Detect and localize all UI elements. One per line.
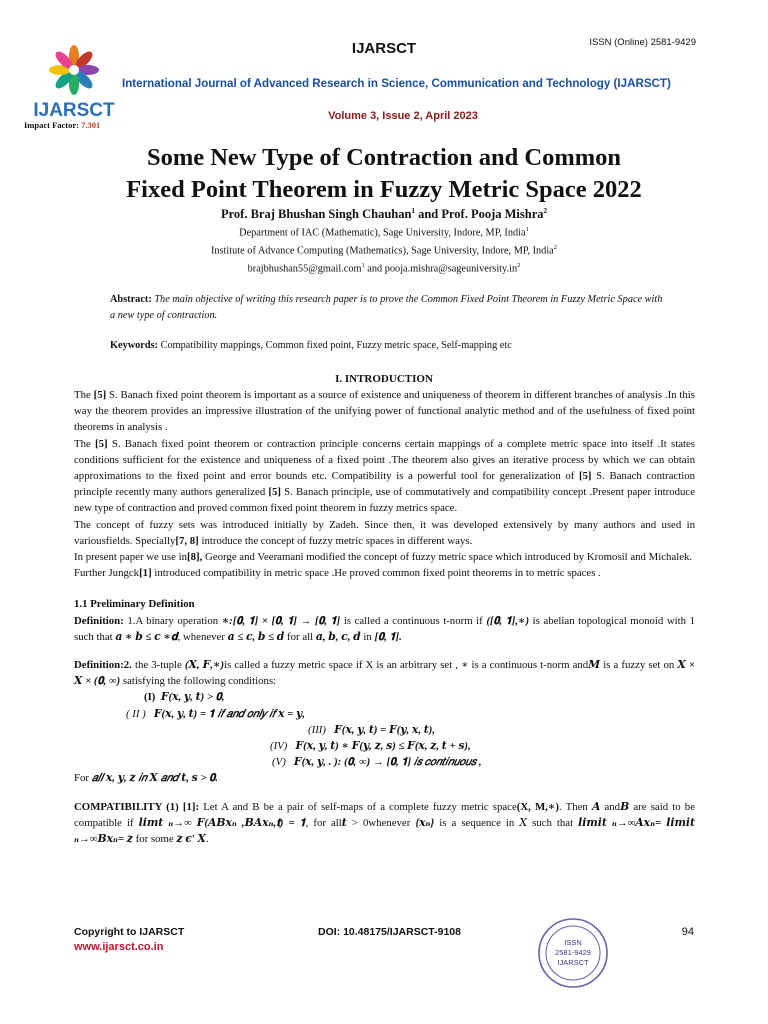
- compat-t8: such that: [527, 816, 579, 829]
- condition-3-label: (III): [308, 723, 326, 736]
- p3-text-a: The concept of fuzzy sets was introduced initially by Zadeh. Since then, it was developed extensively by many authors and used in variousfields. Specially: [74, 518, 695, 547]
- title-line-2: Fixed Point Theorem in Fuzzy Metric Space 2022: [126, 176, 642, 203]
- forall-t1: For: [74, 772, 92, 785]
- paragraph-4: [74, 549, 695, 565]
- condition-2-label: ( II ): [126, 707, 146, 720]
- impact-label: Impact Factor:: [24, 120, 79, 130]
- p2-text-c: S. Banach contraction principle recently many authors generalized: [74, 470, 695, 499]
- def2-m3: 𝑿 × 𝑿 × (𝟎, ∞): [74, 659, 695, 688]
- condition-4: [74, 738, 695, 754]
- compat-t7: is a sequence in: [434, 816, 520, 829]
- condition-4-expr: 𝑭(𝒙, 𝒚, 𝒕) ∗ 𝑭(𝒚, 𝒛, 𝒔) ≤ 𝑭(𝒙, 𝒛, 𝒕 + 𝒔),: [295, 740, 471, 753]
- def2-m1: (𝑿, 𝑭,∗): [184, 659, 225, 672]
- condition-3: [74, 722, 695, 738]
- citation-1: [1]: [139, 567, 152, 580]
- keywords-text: Compatibility mappings, Common fixed point, Fuzzy metric space, Self-mapping etc: [160, 340, 512, 351]
- paragraph-1: [74, 387, 695, 436]
- p5-text-a: Further Jungck: [74, 567, 140, 580]
- definition-2: [74, 657, 695, 689]
- condition-2: [74, 706, 695, 722]
- condition-5: [74, 754, 695, 770]
- author-1: Prof. Braj Bhushan Singh Chauhan: [220, 207, 412, 222]
- def1-t2: is called a continuous t-norm if: [340, 614, 487, 627]
- p2-text-b: S. Banach fixed point theorem or contraction principle concerns certain mappings of a complete metric space into itself .It states conditions sufficient for the existence and uniqueness of a fixed point .The theorem also gives an iterative process by which we can obtain approximations to the fixed point and error bounds etc. Compatibility is a powerful tool for generalization of: [74, 437, 695, 483]
- condition-5-label: (V): [272, 756, 286, 769]
- def1-m4: 𝒂 ≤ 𝒄, 𝒃 ≤ 𝒅: [227, 630, 285, 643]
- affiliation-1: [0, 226, 768, 238]
- p2-text-d: S. Banach principle, use of commutatively and compatibility concept .Present paper introduce new type of contraction and proved common fixed point theorem in fuzzy metrics space.: [74, 486, 695, 515]
- compat-m1: (X, M,∗): [516, 800, 559, 813]
- citation-5: [5]: [93, 389, 107, 401]
- def2-t2: is called a fuzzy metric space if X is an arbitrary set , ∗ is a continuous t-norm and: [224, 659, 589, 672]
- author-2: Prof. Pooja Mishra: [441, 207, 544, 222]
- p1-text-a: The: [74, 389, 94, 401]
- condition-1: [74, 689, 695, 705]
- paragraph-2: [74, 436, 695, 517]
- compat-m7: 𝑋: [519, 816, 528, 829]
- journal-short-name: IJARSCT: [351, 40, 417, 57]
- def1-m1: ∗:[𝟎, 𝟏] × [𝟎, 𝟏] → [𝟎, 𝟏]: [221, 614, 341, 627]
- author-1-sup: 1: [411, 207, 415, 215]
- compat-m9: 𝒛 𝝐′ 𝑿: [176, 833, 206, 846]
- page-number: 94: [681, 926, 694, 938]
- volume-issue: Volume 3, Issue 2, April 2023: [328, 110, 478, 122]
- citation-5: [5]: [95, 437, 108, 450]
- def1-t5: for all: [284, 630, 316, 643]
- condition-2-expr: 𝑭(𝒙, 𝒚, 𝒕) = 𝟏 𝑖𝑓 𝑎𝑛𝑑 𝑜𝑛𝑙𝑦 𝑖𝑓 𝒙 = 𝒚,: [153, 707, 305, 720]
- forall-line: [74, 770, 695, 786]
- citation-7-8: [7, 8]: [175, 534, 199, 547]
- p3-text-b: introduce the concept of fuzzy metric spaces in different ways.: [198, 534, 473, 547]
- def1-m2: ([𝟎, 𝟏],∗): [486, 614, 530, 627]
- email-1-sup: 1: [361, 262, 365, 269]
- compat-m4: 𝒍𝒊𝒎𝒕 ₙ→∞ 𝑭(𝑨𝑩𝒙ₙ ,𝑩𝑨𝒙ₙ,𝐭) = 𝟏: [138, 816, 306, 829]
- compatibility-definition: [74, 799, 695, 848]
- def1-label: Definition:: [74, 614, 128, 627]
- issn-label: ISSN (Online) 2581-9429: [589, 37, 696, 48]
- email-2-sup: 2: [517, 262, 521, 269]
- condition-3-expr: 𝑭(𝒙, 𝒚, 𝒕) = 𝑭(𝒚, 𝒙, 𝒕),: [334, 723, 436, 736]
- compat-t3: and: [600, 800, 621, 813]
- affiliation-1-sup: 1: [525, 226, 529, 233]
- compat-t5: , for all: [305, 816, 342, 829]
- def1-m3: 𝒂 ∗ 𝒃 ≤ 𝒄 ∗𝐝: [115, 630, 178, 643]
- abstract: [110, 292, 670, 324]
- author-emails: [0, 262, 768, 274]
- citation-5: [5]: [268, 486, 281, 499]
- p5-text-b: introduced compatibility in metric space .He proved common fixed point theorems in to metric spaces .: [151, 567, 601, 580]
- citation-8: [8],: [187, 551, 203, 564]
- compat-t9: for some: [132, 833, 177, 846]
- impact-factor: [24, 120, 100, 130]
- compat-label: COMPATIBILITY (1) [1]:: [74, 800, 200, 813]
- affiliation-1-text: Department of IAC (Mathematic), Sage University, Indore, MP, India: [239, 227, 526, 239]
- paragraph-5: [74, 565, 695, 581]
- condition-4-label: (IV): [270, 740, 288, 753]
- logo-text: IJARSCT: [33, 100, 115, 121]
- citation-5: [5]: [578, 470, 592, 483]
- compat-t2: . Then: [558, 800, 592, 813]
- p4-text-a: In present paper we use in: [74, 551, 188, 564]
- def2-label: Definition:2.: [74, 659, 132, 672]
- def1-t4: , whenever: [177, 630, 228, 643]
- email-and: and: [364, 263, 385, 275]
- author-and: and: [414, 207, 442, 222]
- author-2-sup: 2: [543, 207, 548, 215]
- compat-t4: are said to be compatible if: [74, 800, 695, 829]
- subsection-heading: 1.1 Preliminary Definition: [74, 598, 195, 611]
- def1-t6: in: [360, 630, 375, 643]
- p2-text-a: The: [74, 437, 96, 450]
- forall-m1: 𝑎𝑙𝑙 𝒙, 𝒚, 𝒛 𝑖𝑛 𝑿 𝑎𝑛𝑑 𝒕, 𝒔 > 𝟎.: [91, 772, 218, 785]
- footer-copyright: Copyright to IJARSCT: [74, 926, 185, 938]
- compat-t10: .: [205, 833, 209, 846]
- condition-1-label: (I): [144, 691, 156, 704]
- footer-website-link[interactable]: www.ijarsct.co.in: [74, 941, 164, 953]
- keywords: [110, 340, 670, 351]
- paper-title: [60, 142, 708, 206]
- def1-t3: is abelian topological monoid with 1 such that: [74, 614, 696, 643]
- p1-text-b: S. Banach fixed point theorem is important as a source of existence and uniqueness of theorem in different branches of analysis .In this way the theorem provides an impressive illustration of the unifying power of functional analytic method and of the usefulness of fixed point theorems in analysis .: [74, 389, 695, 434]
- email-2[interactable]: pooja.mishra@sageuniversity.in: [384, 263, 518, 275]
- impact-value: 7.301: [81, 120, 101, 130]
- affiliation-2: [0, 244, 768, 256]
- stamp-line-1: ISSN: [564, 938, 582, 947]
- compat-m3: 𝑩: [620, 800, 630, 813]
- definition-1: [74, 613, 695, 645]
- section-heading: I. INTRODUCTION: [335, 373, 433, 385]
- compat-m5: 𝒕: [341, 816, 347, 829]
- abstract-text: The main objective of writing this research paper is to prove the Common Fixed Point Theorem in Fuzzy Metric Space with a new type of contraction.: [110, 294, 663, 321]
- def2-m2: 𝑴: [588, 659, 601, 672]
- title-line-1: Some New Type of Contraction and Common: [146, 144, 622, 171]
- stamp-line-2: 2581-9429: [555, 948, 591, 957]
- condition-5-expr: 𝑭(𝒙, 𝒚, . ): (𝟎, ∞) → [𝟎, 𝟏] 𝑖𝑠 𝑐𝑜𝑛𝑡𝑖𝑛𝑢𝑜𝑢𝑠 ,: [293, 756, 482, 769]
- compat-m6: {𝒙ₙ}: [415, 816, 435, 829]
- issn-stamp: [536, 916, 610, 990]
- def2-t3: is a fuzzy set on: [600, 659, 678, 672]
- compat-t1: Let A and B be a pair of self-maps of a complete fuzzy metric space: [199, 800, 517, 813]
- abstract-label: Abstract:: [110, 294, 152, 305]
- journal-full-name: International Journal of Advanced Research in Science, Communication and Technology (IJARSCT): [122, 77, 671, 90]
- compat-m2: 𝑨: [591, 800, 601, 813]
- p4-text-b: George and Veeramani modified the concept of fuzzy metric space which introduced by Kromosil and Michalek.: [202, 551, 693, 564]
- def2-t1: the 3-tuple: [131, 659, 185, 672]
- footer-doi[interactable]: DOI: 10.48175/IJARSCT-9108: [318, 926, 461, 938]
- def1-m6: [𝟎, 𝟏].: [374, 630, 402, 643]
- author-line: [0, 207, 768, 222]
- email-1[interactable]: brajbhushan55@gmail.com: [247, 263, 362, 275]
- compat-m8: 𝒍𝒊𝒎𝒊𝒕 ₙ→∞𝑨𝒙ₙ= 𝒍𝒊𝒎𝒊𝒕 ₙ→∞𝑩𝒙ₙ= 𝒛: [74, 816, 695, 846]
- compat-t6: > 0whenever: [346, 816, 416, 829]
- def1-num: 1.: [127, 614, 136, 627]
- def1-t1: A binary operation: [135, 614, 222, 627]
- body-text: [74, 387, 695, 847]
- affiliation-2-text: Institute of Advance Computing (Mathematics), Sage University, Indore, MP, India: [210, 245, 554, 257]
- stamp-line-3: IJARSCT: [557, 958, 589, 967]
- keywords-label: Keywords:: [110, 340, 159, 351]
- def2-t4: satisfying the following conditions:: [120, 675, 277, 688]
- def1-m5: 𝒂, 𝒃, 𝒄, 𝒅: [315, 630, 361, 643]
- paragraph-3: [74, 517, 695, 549]
- affiliation-2-sup: 2: [553, 244, 558, 251]
- condition-1-expr: 𝑭(𝒙, 𝒚, 𝒕) > 𝟎,: [160, 691, 225, 704]
